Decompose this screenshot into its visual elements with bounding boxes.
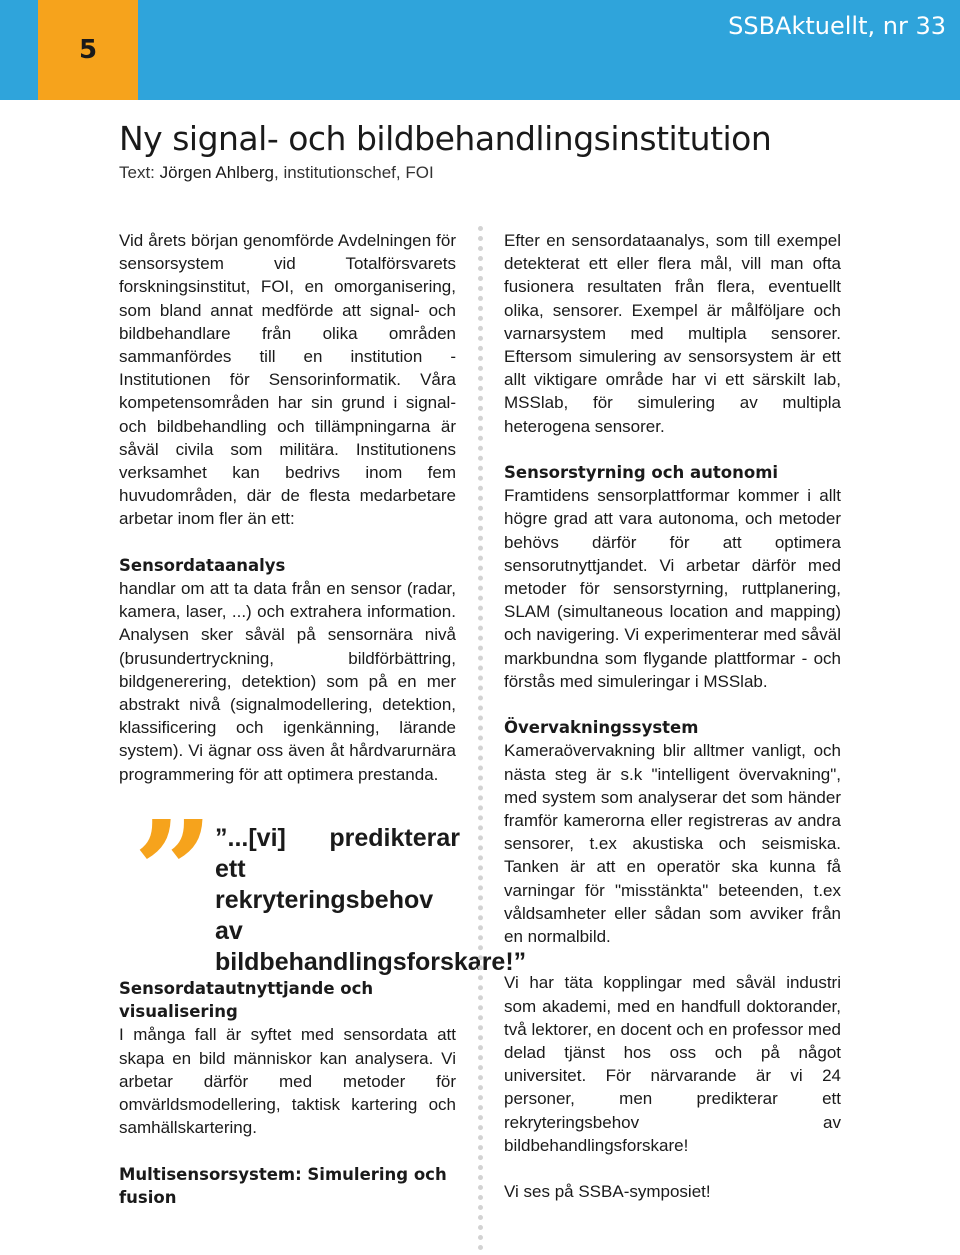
section-text-visualisering: I många fall är syftet med sensordata att skapa en bild människor kan analysera. Vi arbetar därför med metoder för omvärldsmodellering, taktisk kartering och samhällskartering. bbox=[119, 1025, 456, 1138]
magazine-title: SSBAktuellt, nr 33 bbox=[728, 12, 946, 40]
section-heading-multisensor: Multisensorsystem: Simulering och fusion bbox=[119, 1164, 447, 1207]
byline-prefix: Text: bbox=[119, 163, 160, 182]
byline-suffix: , institutionschef, FOI bbox=[274, 163, 434, 182]
right-column bbox=[504, 229, 841, 1227]
quote-mark-icon: ” bbox=[133, 791, 214, 956]
section-text-sensorstyrning: Framtidens sensorplattformar kommer i allt högre grad att vara autonoma, och metoder behövs därför för att optimera sensorutnyttjandet. Vi arbetar därför med metoder för sensorstyrning, ruttplanering, SLAM (simultaneous location and mapping) och navigering. Vi experimenterar med såväl markbundna som flygande plattformar - och förstås med simuleringar i MSSlab. bbox=[504, 486, 841, 691]
section-heading-sensordataanalys: Sensordataanalys bbox=[119, 555, 286, 575]
section-heading-visualisering: Sensordatautnyttjande och visualisering bbox=[119, 979, 374, 1022]
signoff: Vi ses på SSBA-symposiet! bbox=[504, 1182, 711, 1202]
section-heading-sensorstyrning: Sensorstyrning och autonomi bbox=[504, 463, 779, 483]
pull-quote bbox=[119, 791, 527, 977]
pull-quote-text: ”...[vi] predikterar ett rekryteringsbehov av bildbehandlingsforskare!” bbox=[215, 824, 527, 977]
column-divider bbox=[478, 226, 483, 1251]
header-bar bbox=[0, 0, 960, 100]
page-number-box bbox=[38, 0, 138, 100]
byline bbox=[119, 163, 434, 183]
article-title: Ny signal- och bildbehandlingsinstitution bbox=[119, 119, 772, 158]
byline-author: Jörgen Ahlberg bbox=[159, 163, 274, 182]
section-text-sensordataanalys: handlar om att ta data från en sensor (radar, kamera, laser, ...) och extrahera information. Analysen sker såväl på sensornära nivå (brusundertryckning, bildförbättring, bildgenerering, detektion) som på en mer abstrakt nivå (signalmodellering, detektion, klassificering och igenkänning, lärande system). Vi ägnar oss även åt hårdvarurnära programmering för att optimera prestanda. bbox=[119, 579, 456, 784]
section-text-overvakning: Kameraövervakning blir alltmer vanligt, och nästa steg är s.k "intelligent övervakning", med system som analyserar det som händer framför kamerorna eller registreras av andra sensorer, t.ex akustiska och seismiska. Tanken är att en operatör ska kunna få varningar för "misstänkta" beteenden, t.ex våldsamheter eller sådan som avviker från en normalbild. bbox=[504, 741, 841, 947]
left-column bbox=[119, 229, 527, 1209]
closing-paragraph: Vi har täta kopplingar med såväl industri som akademi, med en handfull doktorander, två lektorer, en docent och en professor med delad tjänst hos oss och på något universitet. För närvarande är vi 24 personer, men predikterar ett rekryteringsbehov av bildbehandlingsforskare! bbox=[504, 973, 841, 1155]
section-text-multisensor: Efter en sensordataanalys, som till exempel detekterat ett eller flera mål, vill man ofta fusionera resultaten från flera, eventuellt olika, sensorer. Exempel är målföljare och varnarsystem med multipla sensorer. Eftersom simulering av sensorsystem är ett allt viktigare område har vi ett särskilt lab, MSSlab, för simulering av multipla heterogena sensorer. bbox=[504, 231, 841, 436]
intro-paragraph: Vid årets början genomförde Avdelningen för sensorsystem vid Totalförsvarets forskningsinstitut, FOI, en omorganisering, som bland annat medförde att signal- och bildbehandlare från olika områden sammanfördes till en institution - Institutionen för Sensorinformatik. Våra kompetensområden har sin grund i signal- och bildbehandling och tillämpningarna är såväl civila som militära. Institutionens verksamhet kan bedrivs inom fem huvudområden, där de flesta medarbetare arbetar inom fler än ett: bbox=[119, 231, 456, 529]
page-number: 5 bbox=[78, 35, 98, 65]
section-heading-overvakning: Övervakningssystem bbox=[504, 718, 699, 738]
